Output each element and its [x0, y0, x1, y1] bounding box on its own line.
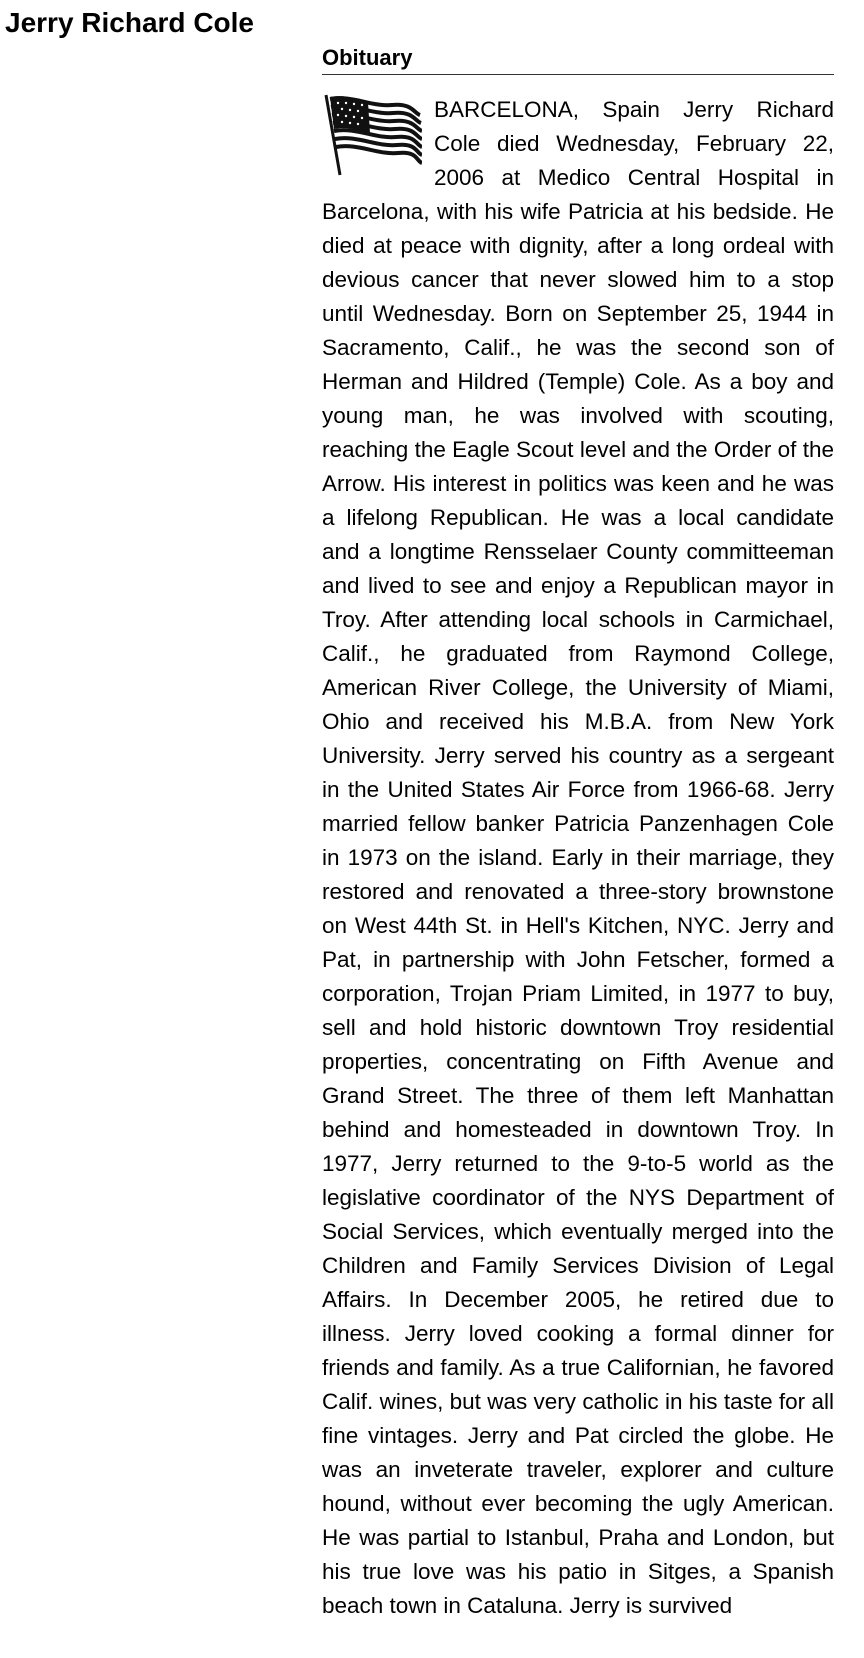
obituary-text — [322, 93, 834, 1623]
american-flag-icon — [322, 93, 422, 177]
obituary-text-content: BARCELONA, Spain Jerry Richard Cole died Wednesday, February 22, 2006 at Medico Central Hospital in Barcelona, with his wife Patricia at his bedside. He died at peace with dignity, after a long ordeal with devious cancer that never slowed him to a stop until Wednesday. Born on September 25, 1944 in Sacramento, Calif., he was the second son of Herman and Hildred (Temple) Cole. As a boy and young man, he was involved with scouting, reaching the Eagle Scout level and the Order of the Arrow. His interest in politics was keen and he was a lifelong Republican. He was a local candidate and a longtime Rensselaer County committeeman and lived to see and enjoy a Republican mayor in Troy. After attending local schools in Carmichael, Calif., he graduated from Raymond College, American River College, the University of Miami, Ohio and received his M.B.A. from New York University. Jerry served his country as a sergeant in the United States Air Force from 1966-68. Jerry married fellow banker Patricia Panzenhagen Cole in 1973 on the island. Early in their marriage, they restored and renovated a three-story brownstone on West 44th St. in Hell's Kitchen, NYC. Jerry and Pat, in partnership with John Fetscher, formed a corporation, Trojan Priam Limited, in 1977 to buy, sell and hold historic downtown Troy residential properties, concentrating on Fifth Avenue and Grand Street. The three of them left Manhattan behind and homesteaded in downtown Troy. In 1977, Jerry returned to the 9-to-5 world as the legislative coordinator of the NYS Department of Social Services, which eventually merged into the Children and Family Services Division of Legal Affairs. In December 2005, he retired due to illness. Jerry loved cooking a formal dinner for friends and family. As a true Californian, he favored Calif. wines, but was very catholic in his taste for all fine vintages. Jerry and Pat circled the globe. He was an inveterate traveler, explorer and culture hound, without ever becoming the ugly American. He was partial to Istanbul, Praha and London, but his true love was his patio in Sitges, a Spanish beach town in Cataluna. Jerry is survived — [322, 97, 834, 1618]
obituary-heading: Obituary — [322, 42, 834, 75]
page-title: Jerry Richard Cole — [5, 7, 254, 38]
obituary-section — [322, 42, 834, 1623]
